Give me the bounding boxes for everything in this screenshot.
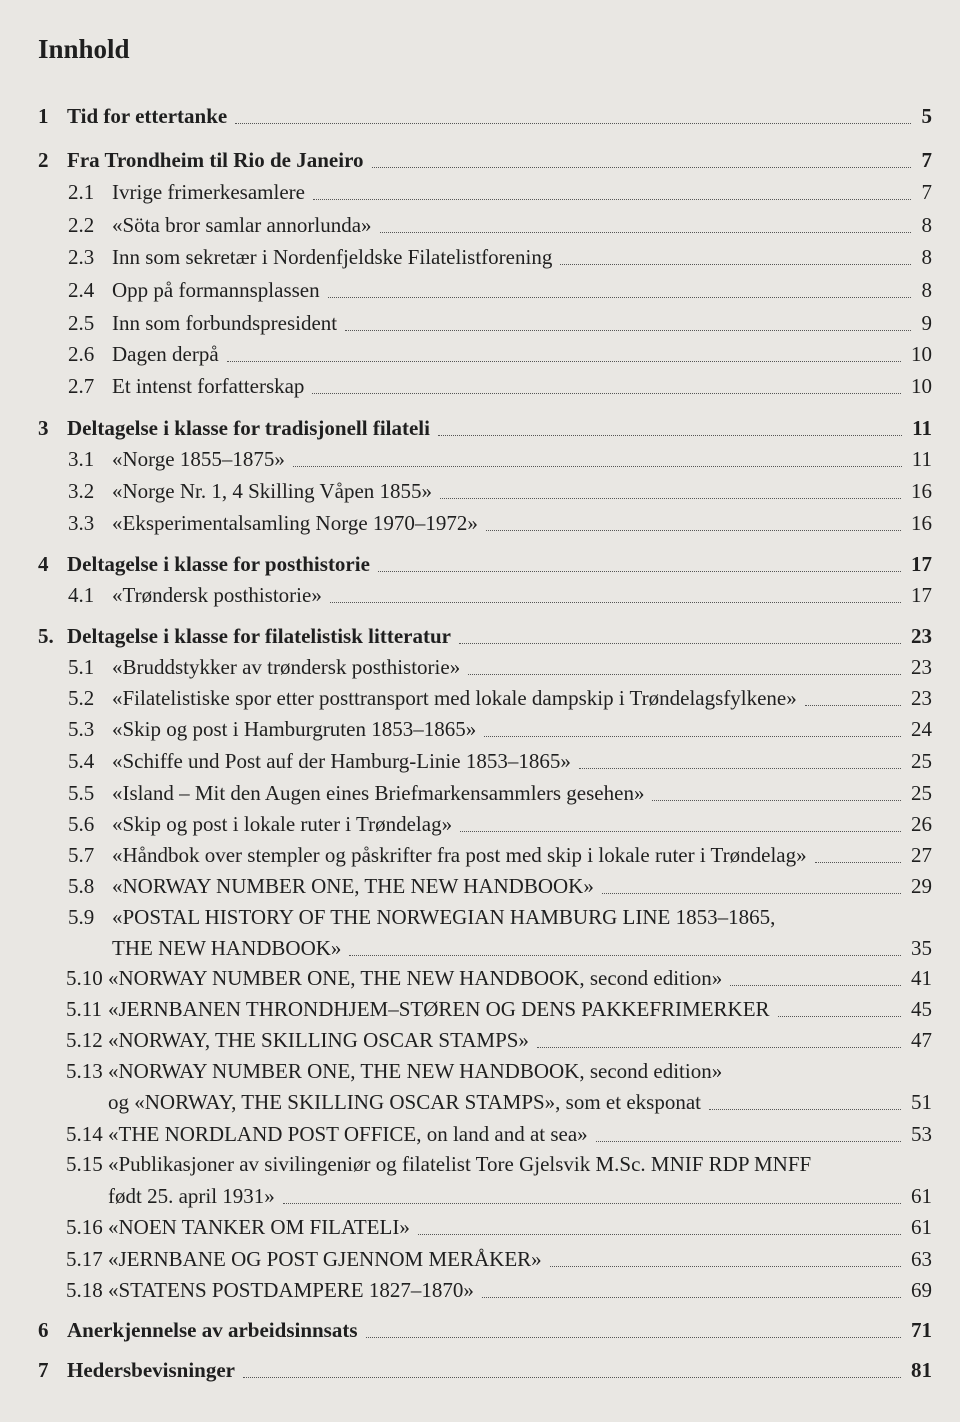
toc-title: «NOEN TANKER OM FILATELI» [108, 1215, 410, 1239]
toc-title: «Schiffe und Post auf der Hamburg-Linie 1853–1865» [112, 749, 571, 773]
dot-leader [468, 674, 901, 675]
toc-title: Et intenst forfatterskap [112, 374, 305, 398]
toc-number: 2.5 [68, 311, 95, 335]
dot-leader [293, 466, 902, 467]
toc-title-continuation: født 25. april 1931» [108, 1184, 275, 1208]
toc-title: Dagen derpå [112, 342, 219, 366]
toc-title: «NORWAY, THE SKILLING OSCAR STAMPS» [108, 1028, 529, 1052]
toc-title-continuation: THE NEW HANDBOOK» [112, 936, 342, 960]
toc-title: «NORWAY NUMBER ONE, THE NEW HANDBOOK» [112, 874, 594, 898]
dot-leader [372, 167, 911, 168]
toc-page-number: 29 [911, 874, 932, 898]
dot-leader [805, 705, 901, 706]
toc-page-number: 8 [921, 245, 932, 269]
toc-number: 2.2 [68, 213, 95, 237]
toc-page-number: 63 [911, 1247, 932, 1271]
toc-page-number: 41 [911, 966, 932, 990]
dot-leader [652, 800, 901, 801]
toc-title: Inn som forbundspresident [112, 311, 338, 335]
toc-number: 5.14 [66, 1122, 103, 1146]
dot-leader [312, 393, 901, 394]
toc-number: 5.1 [68, 655, 95, 679]
toc-page-number: 9 [921, 311, 932, 335]
dot-leader [815, 862, 901, 863]
toc-title: Deltagelse i klasse for tradisjonell filateli [67, 416, 430, 440]
toc-page-number: 81 [911, 1358, 932, 1382]
dot-leader [460, 831, 901, 832]
dot-leader [440, 498, 901, 499]
toc-title: Anerkjennelse av arbeidsinnsats [67, 1318, 358, 1342]
toc-title: «NORWAY NUMBER ONE, THE NEW HANDBOOK, second edition» [108, 1059, 723, 1083]
toc-number: 2.6 [68, 342, 95, 366]
toc-title: «Norge 1855–1875» [112, 447, 285, 471]
toc-page-number: 8 [921, 213, 932, 237]
toc-page-number: 53 [911, 1122, 932, 1146]
toc-page-number: 51 [911, 1090, 932, 1114]
toc-number: 5.18 [66, 1278, 103, 1302]
toc-title: «Bruddstykker av trøndersk posthistorie» [112, 655, 461, 679]
toc-number: 5. [38, 624, 54, 648]
dot-leader [579, 768, 901, 769]
toc-title-continuation: og «NORWAY, THE SKILLING OSCAR STAMPS», som et eksponat [108, 1090, 701, 1114]
toc-page-number: 7 [921, 180, 932, 204]
toc-page-number: 10 [911, 374, 932, 398]
dot-leader [345, 330, 911, 331]
toc-number: 5.16 [66, 1215, 103, 1239]
toc-title: «Skip og post i lokale ruter i Trøndelag» [112, 812, 453, 836]
toc-number: 5.7 [68, 843, 95, 867]
toc-page-number: 47 [911, 1028, 932, 1052]
dot-leader [550, 1266, 901, 1267]
dot-leader [778, 1016, 901, 1017]
dot-leader [380, 232, 911, 233]
toc-page-number: 61 [911, 1215, 932, 1239]
dot-leader [349, 955, 901, 956]
toc-page-number: 7 [921, 148, 932, 172]
dot-leader [459, 643, 901, 644]
toc-page-number: 16 [911, 479, 932, 503]
toc-number: 2 [38, 148, 49, 172]
toc-title: «Norge Nr. 1, 4 Skilling Våpen 1855» [112, 479, 433, 503]
toc-title: Inn som sekretær i Nordenfjeldske Filatelistforening [112, 245, 553, 269]
toc-page-number: 27 [911, 843, 932, 867]
toc-page-number: 5 [921, 104, 932, 128]
dot-leader [283, 1203, 901, 1204]
toc-number: 5.15 [66, 1152, 103, 1176]
toc-title: «Trøndersk posthistorie» [112, 583, 322, 607]
dot-leader [709, 1109, 901, 1110]
toc-page-number: 23 [911, 686, 932, 710]
toc-number: 5.11 [66, 997, 102, 1021]
dot-leader [596, 1141, 901, 1142]
toc-number: 2.3 [68, 245, 95, 269]
toc-title: «Publikasjoner av sivilingeniør og filatelist Tore Gjelsvik M.Sc. MNIF RDP MNFF [108, 1152, 812, 1176]
toc-title: Ivrige frimerkesamlere [112, 180, 305, 204]
toc-page-number: 16 [911, 511, 932, 535]
toc-number: 7 [38, 1358, 49, 1382]
toc-page-number: 23 [911, 655, 932, 679]
toc-page-number: 25 [911, 781, 932, 805]
toc-page-number: 26 [911, 812, 932, 836]
toc-number: 2.7 [68, 374, 95, 398]
dot-leader [378, 571, 901, 572]
toc-number: 2.1 [68, 180, 95, 204]
toc-title: «POSTAL HISTORY OF THE NORWEGIAN HAMBURG LINE 1853–1865, [112, 905, 776, 929]
toc-title: Deltagelse i klasse for filatelistisk litteratur [67, 624, 451, 648]
dot-leader [330, 602, 901, 603]
toc-number: 3.1 [68, 447, 95, 471]
dot-leader [313, 199, 911, 200]
dot-leader [366, 1337, 901, 1338]
toc-page-number: 17 [911, 552, 932, 576]
dot-leader [438, 435, 902, 436]
toc-title: Opp på formannsplassen [112, 278, 320, 302]
dot-leader [484, 736, 901, 737]
toc-number: 5.9 [68, 905, 95, 929]
toc-title: Hedersbevisninger [67, 1358, 235, 1382]
toc-title: «STATENS POSTDAMPERE 1827–1870» [108, 1278, 474, 1302]
toc-page-number: 45 [911, 997, 932, 1021]
toc-page-number: 8 [921, 278, 932, 302]
toc-title: «Eksperimentalsamling Norge 1970–1972» [112, 511, 478, 535]
toc-number: 5.17 [66, 1247, 103, 1271]
toc-title: «JERNBANE OG POST GJENNOM MERÅKER» [108, 1247, 542, 1271]
page-title: Innhold [38, 34, 130, 64]
toc-number: 5.6 [68, 812, 95, 836]
dot-leader [602, 893, 901, 894]
toc-number: 3.2 [68, 479, 95, 503]
dot-leader [482, 1297, 901, 1298]
toc-number: 5.8 [68, 874, 95, 898]
toc-page-number: 17 [911, 583, 932, 607]
dot-leader [537, 1047, 901, 1048]
toc-title: Deltagelse i klasse for posthistorie [67, 552, 370, 576]
dot-leader [418, 1234, 901, 1235]
toc-page-number: 71 [911, 1318, 932, 1342]
toc-number: 6 [38, 1318, 49, 1342]
toc-page-number: 24 [911, 717, 932, 741]
toc-title: Fra Trondheim til Rio de Janeiro [67, 148, 364, 172]
toc-number: 5.12 [66, 1028, 103, 1052]
dot-leader [227, 361, 901, 362]
toc-page-number: 61 [911, 1184, 932, 1208]
toc-number: 5.5 [68, 781, 95, 805]
toc-title: «Skip og post i Hamburgruten 1853–1865» [112, 717, 477, 741]
toc-number: 5.4 [68, 749, 95, 773]
toc-number: 4 [38, 552, 49, 576]
dot-leader [730, 985, 901, 986]
toc-page-number: 23 [911, 624, 932, 648]
toc-page-number: 25 [911, 749, 932, 773]
toc-title: «Håndbok over stempler og påskrifter fra post med skip i lokale ruter i Trøndelag» [112, 843, 807, 867]
toc-number: 5.3 [68, 717, 95, 741]
dot-leader [486, 530, 901, 531]
dot-leader [328, 297, 911, 298]
toc-number: 5.10 [66, 966, 103, 990]
dot-leader [243, 1377, 901, 1378]
toc-number: 5.13 [66, 1059, 103, 1083]
toc-page-number: 10 [911, 342, 932, 366]
toc-title: «JERNBANEN THRONDHJEM–STØREN OG DENS PAKKEFRIMERKER [108, 997, 770, 1021]
dot-leader [235, 123, 911, 124]
toc-number: 5.2 [68, 686, 95, 710]
toc-page-number: 11 [912, 416, 932, 440]
toc-title: Tid for ettertanke [67, 104, 228, 128]
toc-title: «THE NORDLAND POST OFFICE, on land and at sea» [108, 1122, 588, 1146]
toc-title: «NORWAY NUMBER ONE, THE NEW HANDBOOK, second edition» [108, 966, 723, 990]
toc-number: 4.1 [68, 583, 95, 607]
toc-number: 3 [38, 416, 49, 440]
toc-number: 2.4 [68, 278, 95, 302]
toc-title: «Filatelistiske spor etter posttransport med lokale dampskip i Trøndelagsfylkene» [112, 686, 797, 710]
toc-page-number: 69 [911, 1278, 932, 1302]
toc-title: «Island – Mit den Augen eines Briefmarkensammlers gesehen» [112, 781, 645, 805]
toc-number: 1 [38, 104, 49, 128]
toc-number: 3.3 [68, 511, 95, 535]
toc-page-number: 35 [911, 936, 932, 960]
toc-title: «Söta bror samlar annorlunda» [112, 213, 372, 237]
toc-page-number: 11 [911, 447, 932, 471]
dot-leader [560, 264, 911, 265]
